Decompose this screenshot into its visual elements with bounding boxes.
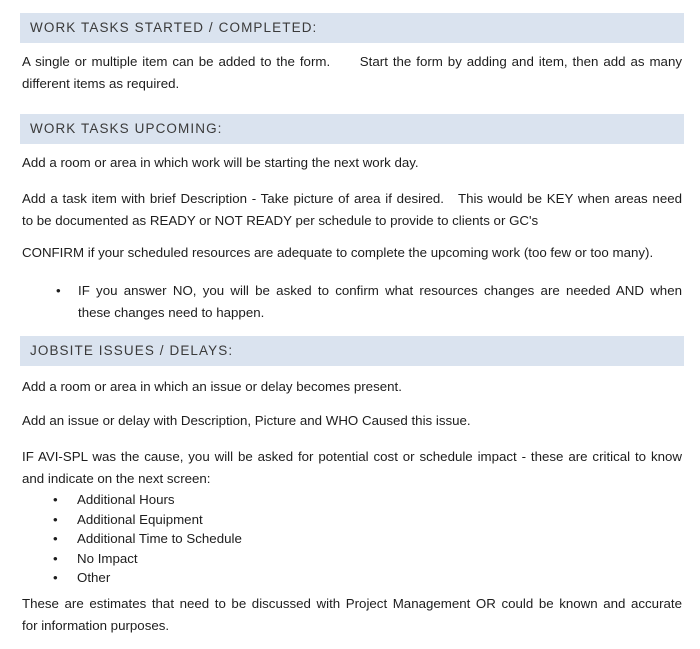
section-header-jobsite-issues-delays: JOBSITE ISSUES / DELAYS: [20,336,684,366]
paragraph-line: CONFIRM if your scheduled resources are adequate to complete the upcoming work (too few or too many). [22,245,654,260]
list-item-label: Additional Hours [77,492,175,507]
bullet-icon: • [53,570,58,585]
paragraph-line: different items as required. [22,76,180,91]
bullet-answer-no [22,280,682,324]
paragraph-add-task-item [22,188,682,232]
bullet-line: IF you answer NO, you will be asked to confirm what resources changes are needed AND when [78,283,682,298]
list-item-no-impact [22,549,682,569]
list-item-label: Additional Equipment [77,511,203,527]
paragraph-line: Add an issue or delay with Description, Picture and WHO Caused this issue. [22,413,471,428]
paragraph-line: to be documented as READY or NOT READY per schedule to provide to clients or GC's [22,213,539,228]
bullet-icon: • [53,511,58,527]
list-item-other [22,568,682,588]
paragraph-add-issue-delay [22,410,682,432]
paragraph-line: A single or multiple item can be added to the form. Start the form by adding and item, then add as many [22,54,682,69]
bullet-line: these changes need to happen. [78,305,265,320]
list-item-additional-hours [22,490,682,510]
paragraph-add-room-issue [22,376,682,398]
paragraph-line: IF AVI-SPL was the cause, you will be asked for potential cost or schedule impact - these are critical to know [22,449,682,464]
section-header-work-tasks-upcoming: WORK TASKS UPCOMING: [20,114,684,144]
document-page [20,13,684,637]
paragraph-line: and indicate on the next screen: [22,471,211,486]
bullet-icon: • [53,531,58,546]
paragraph-avi-spl-cause [22,446,682,490]
section-header-work-tasks-started-completed: WORK TASKS STARTED / COMPLETED: [20,13,684,43]
list-item-additional-equipment [22,510,682,530]
paragraph-line: for information purposes. [22,617,170,633]
bullet-icon: • [53,492,58,507]
paragraph-add-items [22,51,682,95]
list-item-additional-time [22,529,682,549]
paragraph-line: Add a room or area in which work will be starting the next work day. [22,155,419,170]
list-item-label: Additional Time to Schedule [77,531,242,546]
paragraph-line: Add a task item with brief Description - Take picture of area if desired. This would be KEY when areas need [22,191,682,206]
paragraph-line: These are estimates that need to be discussed with Project Management OR could be known and accurate [22,595,682,611]
list-item-label: Other [77,570,111,585]
list-item-label: No Impact [77,550,138,566]
paragraph-line: Add a room or area in which an issue or delay becomes present. [22,379,402,394]
bullet-icon: • [53,550,58,566]
paragraph-add-room-upcoming [22,152,682,174]
paragraph-estimates [22,593,682,637]
bullet-icon: • [56,283,61,298]
impact-options-list [20,490,684,588]
paragraph-confirm-resources [22,242,682,264]
